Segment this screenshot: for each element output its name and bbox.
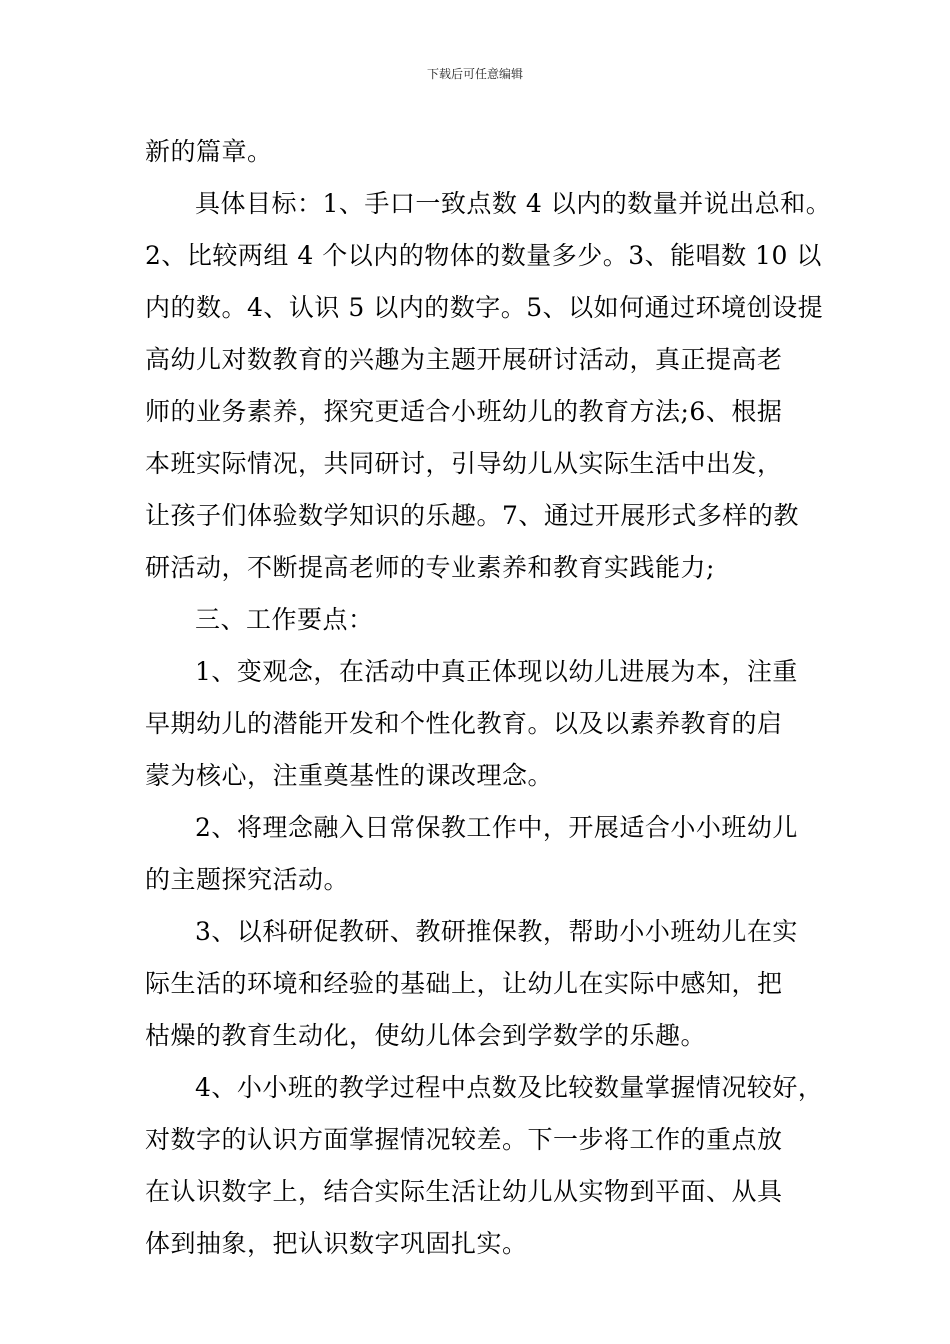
text-line: 3、以科研促教研、教研推保教，帮助小小班幼儿在实 xyxy=(195,917,798,946)
text-line: 高幼儿对数教育的兴趣为主题开展研讨活动，真正提高老 xyxy=(145,345,783,374)
text-line: 4、小小班的教学过程中点数及比较数量掌握情况较好， xyxy=(195,1073,824,1102)
text-line: 枯燥的教育生动化，使幼儿体会到学数学的乐趣。 xyxy=(145,1021,707,1050)
text-line: 2、将理念融入日常保教工作中，开展适合小小班幼儿 xyxy=(195,813,798,842)
text-line: 让孩子们体验数学知识的乐趣。7、通过开展形式多样的教 xyxy=(145,501,799,530)
text-line: 研活动，不断提高老师的专业素养和教育实践能力; xyxy=(145,553,715,582)
text-line: 1、变观念，在活动中真正体现以幼儿进展为本，注重 xyxy=(195,657,798,686)
text-line: 在认识数字上，结合实际生活让幼儿从实物到平面、从具 xyxy=(145,1177,783,1206)
text-line: 早期幼儿的潜能开发和个性化教育。以及以素养教育的启 xyxy=(145,709,783,738)
text-line: 际生活的环境和经验的基础上，让幼儿在实际中感知，把 xyxy=(145,969,783,998)
text-line: 蒙为核心，注重奠基性的课改理念。 xyxy=(145,761,554,790)
text-line: 体到抽象，把认识数字巩固扎实。 xyxy=(145,1229,528,1258)
page-header: 下载后可任意编辑 xyxy=(426,67,523,81)
text-line: 对数字的认识方面掌握情况较差。下一步将工作的重点放 xyxy=(145,1125,783,1154)
text-line: 具体目标：1、手口一致点数 4 以内的数量并说出总和。 xyxy=(195,189,832,218)
text-line: 新的篇章。 xyxy=(145,137,273,166)
document-body xyxy=(145,126,832,1270)
text-line: 师的业务素养，探究更适合小班幼儿的教育方法;6、根据 xyxy=(145,397,783,426)
text-line: 的主题探究活动。 xyxy=(145,865,350,894)
text-line: 2、比较两组 4 个以内的物体的数量多少。3、能唱数 10 以 xyxy=(145,241,822,270)
section-heading: 三、工作要点： xyxy=(195,605,374,634)
text-line: 内的数。4、认识 5 以内的数字。5、以如何通过环境创设提 xyxy=(145,293,824,322)
text-line: 本班实际情况，共同研讨，引导幼儿从实际生活中出发， xyxy=(145,449,783,478)
